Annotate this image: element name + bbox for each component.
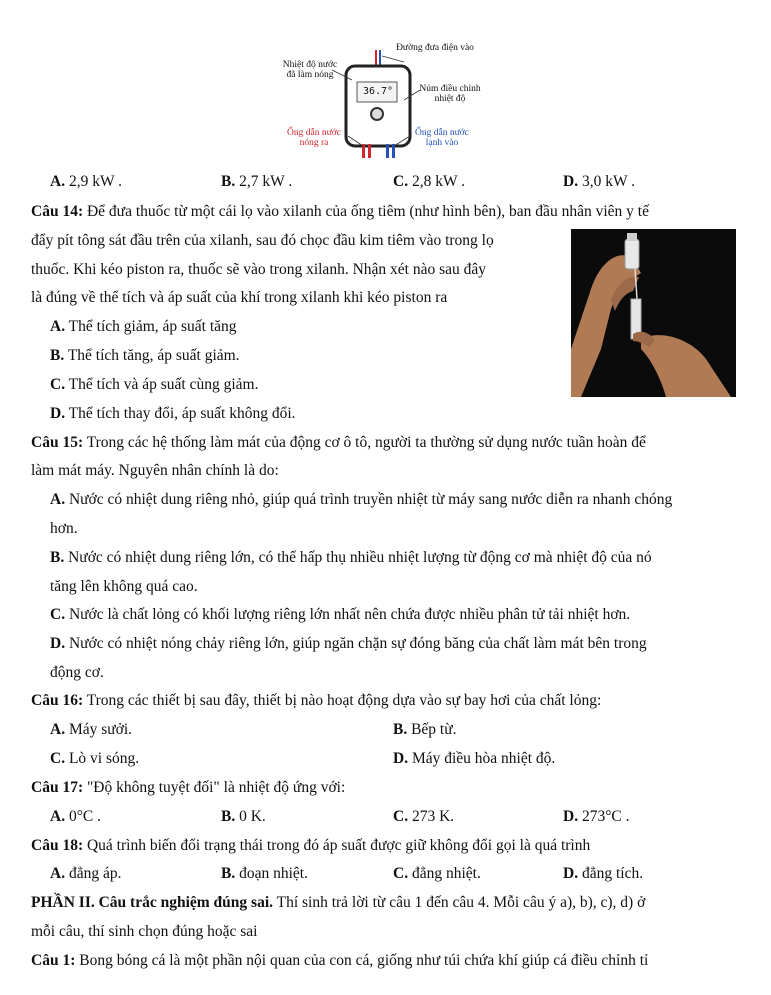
q18-option-b[interactable]: B. đoạn nhiệt. [221, 865, 308, 882]
q13-option-c[interactable]: C. 2,8 kW . [393, 173, 466, 190]
q15-option-d-cont: động cơ. [50, 664, 104, 681]
label-hot-pipe: Ống dẫn nước nóng ra [287, 128, 341, 148]
q14-line-4: là đúng về thể tích và áp suất của khí trong xilanh khi kéo piston ra [31, 289, 448, 306]
label-temp-knob: Núm điều chỉnh nhiệt độ [419, 84, 481, 104]
heater-display: 36.7° [362, 86, 394, 97]
syringe-vial-icon [571, 229, 736, 397]
q14-line-3: thuốc. Khi kéo piston ra, thuốc sẽ vào trong xilanh. Nhận xét nào sau đây [31, 261, 486, 278]
q16-option-b[interactable]: B. Bếp từ. [393, 721, 457, 738]
q13-option-a[interactable]: A. 2,9 kW . [50, 173, 123, 190]
q15-option-a-cont: hơn. [50, 520, 78, 537]
part2-heading-line: PHẦN II. Câu trắc nghiệm đúng sai. Thí sinh trả lời từ câu 1 đến câu 4. Mỗi câu ý a), b), c), d) ở [31, 894, 646, 911]
q15-option-a[interactable]: A. Nước có nhiệt dung riêng nhỏ, giúp quá trình truyền nhiệt từ máy sang nước diễn ra nhanh chóng [50, 491, 673, 508]
q18-option-a[interactable]: A. đẳng áp. [50, 865, 122, 882]
water-heater-figure [270, 40, 500, 160]
q15-option-d[interactable]: D. Nước có nhiệt nóng chảy riêng lớn, giúp ngăn chặn sự đóng băng của chất làm mát bên trong [50, 635, 647, 652]
q16-line-1: Câu 16: Trong các thiết bị sau đây, thiết bị nào hoạt động dựa vào sự bay hơi của chất lỏng: [31, 692, 602, 709]
q17-option-c[interactable]: C. 273 K. [393, 808, 455, 825]
label-cold-pipe: Ống dẫn nước lạnh vào [415, 128, 469, 148]
q18-option-c[interactable]: C. đẳng nhiệt. [393, 865, 481, 882]
q14-line-1: Câu 14: Để đưa thuốc từ một cái lọ vào xilanh của ống tiêm (như hình bên), ban đầu nhân viên y tế [31, 203, 649, 220]
q14-line-2: đẩy pít tông sát đầu trên của xilanh, sau đó chọc đầu kim tiêm vào trong lọ [31, 232, 494, 249]
p2-q1-line-1: Câu 1: Bong bóng cá là một phần nội quan của con cá, giống như túi chứa khí giúp cá điều chỉnh tỉ [31, 952, 649, 969]
q14-option-a[interactable]: A. Thể tích giảm, áp suất tăng [50, 318, 237, 335]
q18-line-1: Câu 18: Quá trình biến đổi trạng thái trong đó áp suất được giữ không đổi gọi là quá trình [31, 837, 591, 854]
q15-option-b[interactable]: B. Nước có nhiệt dung riêng lớn, có thể hấp thụ nhiều nhiệt lượng từ động cơ mà nhiệt độ của nó [50, 549, 652, 566]
syringe-photo [571, 229, 736, 397]
label-power-inlet: Đường đưa điện vào [396, 43, 474, 53]
q17-option-d[interactable]: D. 273°C . [563, 808, 630, 825]
q15-line-1: Câu 15: Trong các hệ thống làm mát của động cơ ô tô, người ta thường sử dụng nước tuần hoàn để [31, 434, 646, 451]
q15-option-c[interactable]: C. Nước là chất lỏng có khối lượng riêng lớn nhất nên chứa được nhiều phân tử tải nhiệt hơn. [50, 606, 631, 623]
q15-option-b-cont: tăng lên không quá cao. [50, 578, 198, 595]
q14-option-c[interactable]: C. Thể tích và áp suất cùng giảm. [50, 376, 259, 393]
q17-option-a[interactable]: A. 0°C . [50, 808, 101, 825]
q14-option-b[interactable]: B. Thể tích tăng, áp suất giảm. [50, 347, 240, 364]
q16-option-d[interactable]: D. Máy điều hòa nhiệt độ. [393, 750, 556, 767]
q17-option-b[interactable]: B. 0 K. [221, 808, 266, 825]
q15-line-2: làm mát máy. Nguyên nhân chính là do: [31, 462, 279, 479]
q16-option-a[interactable]: A. Máy sưởi. [50, 721, 133, 738]
q13-option-b[interactable]: B. 2,7 kW . [221, 173, 293, 190]
q14-option-d[interactable]: D. Thể tích thay đổi, áp suất không đổi. [50, 405, 296, 422]
q13-option-d[interactable]: D. 3,0 kW . [563, 173, 636, 190]
q17-line-1: Câu 17: "Độ không tuyệt đối" là nhiệt độ ứng với: [31, 779, 346, 796]
label-hot-water-temp: Nhiệt độ nước đã làm nóng [282, 60, 338, 80]
part2-line-2: mỗi câu, thí sinh chọn đúng hoặc sai [31, 923, 258, 940]
q18-option-d[interactable]: D. đẳng tích. [563, 865, 644, 882]
q16-option-c[interactable]: C. Lò vi sóng. [50, 750, 140, 767]
